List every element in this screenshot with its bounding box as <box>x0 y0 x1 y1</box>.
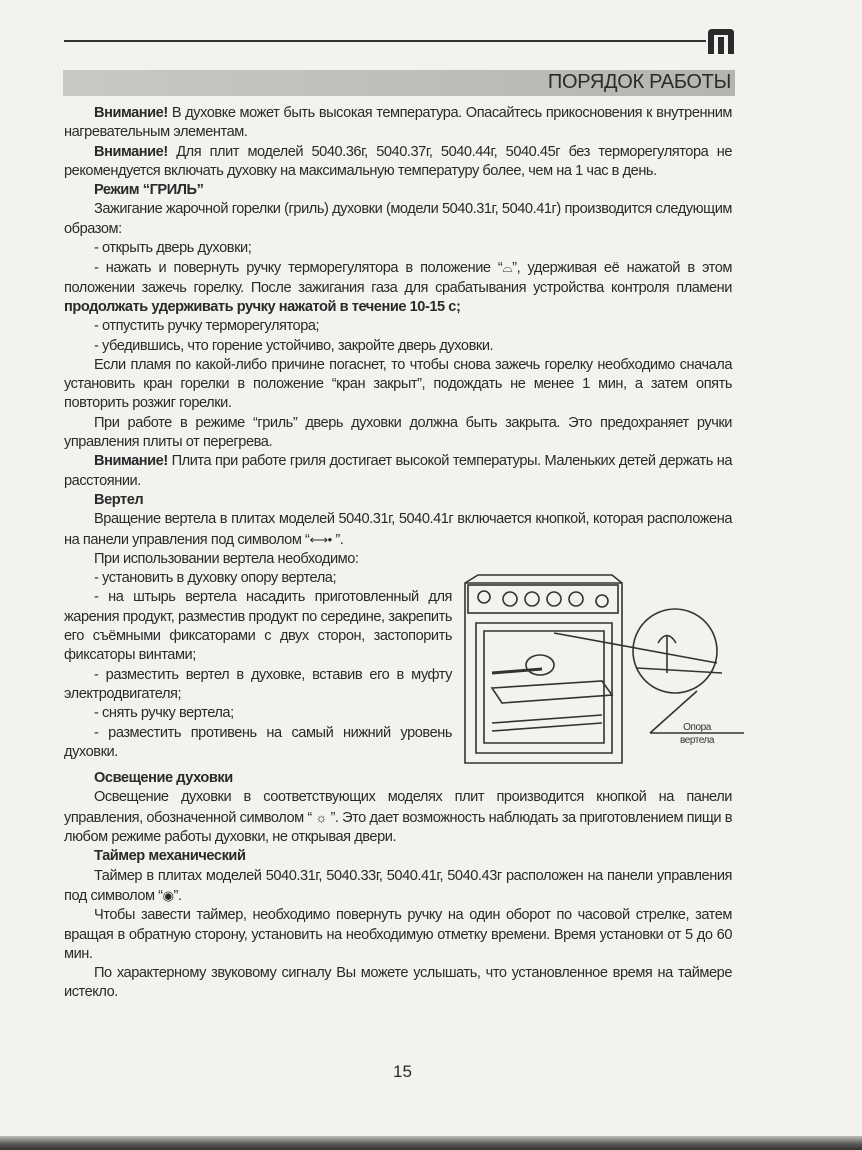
grill-door: При работе в режиме “гриль” дверь духовки должна быть закрыта. Это предохраняет ручки управления плиты от перегрева. <box>64 414 732 451</box>
grill-relight: Если пламя по какой-либо причине погаснет, то чтобы снова зажечь горелку необходимо сначала установить кран горелки в положение “кран закрыт”, подождать не менее 1 мин, а затем опять повторить розжиг горелки. <box>64 356 732 412</box>
figure-label: вертела <box>679 735 715 747</box>
light-heading: Освещение духовки <box>94 770 233 787</box>
spit-need: При использовании вертела необходимо: <box>94 550 359 567</box>
oven-spit-figure <box>462 573 744 769</box>
section-banner <box>63 70 735 96</box>
timer-heading: Таймер механический <box>94 848 246 865</box>
grill-step: - нажать и повернуть ручку терморегулятора в положение “⌓”, удерживая её нажатой в этом положении зажечь горелку. После зажигания газа для срабатывания устройства контроля пламени продолжать удерживать ручку нажатой в течение 10-15 с; <box>64 260 732 315</box>
page-body <box>64 104 732 1003</box>
spit-step: - на штырь вертела насадить приготовленный для жарения продукт, разместив продукт по середине, закрепить его съёмными фиксаторами с двух сторон, застопорить фиксаторы винтами; <box>64 589 452 664</box>
light-text: Освещение духовки в соответствующих моделях плит производится кнопкой на панели управления, обозначенной символом “ ☼ ”. Это дает возможность наблюдать за приготовлением пищи в любом режиме работы духовки, не открывая двери. <box>64 789 733 846</box>
warning-paragraph: Внимание! Для плит моделей 5040.36г, 5040.37г, 5040.44г, 5040.45г без терморегулятора не рекомендуется включать духовку на максимальную температуру более, чем на 1 час в день. <box>64 143 732 179</box>
grill-warning: Внимание! Плита при работе гриля достигает высокой температуры. Маленьких детей держать на расстоянии. <box>64 453 732 489</box>
spit-intro: Вращение вертела в плитах моделей 5040.31г, 5040.41г включается кнопкой, которая расположена на панели управления под символом “⟷• ”. <box>64 511 732 548</box>
spit-step: - снять ручку вертела; <box>94 705 234 722</box>
grill-intro: Зажигание жарочной горелки (гриль) духовки (модели 5040.31г, 5040.41г) производится следующим образом: <box>64 201 732 237</box>
spit-step: - разместить противень на самый нижний уровень духовки. <box>64 724 452 760</box>
timer-text: Чтобы завести таймер, необходимо повернуть ручку на один оборот по часовой стрелке, затем вращая в обратную сторону, установить на необходимую отметку времени. Время установки от 5 до 60 мин. <box>64 907 732 962</box>
section-title: ПОРЯДОК РАБОТЫ <box>547 71 731 93</box>
warning-paragraph: Внимание! В духовке может быть высокая температура. Опасайтесь прикосновения к внутренним нагревательным элементам. <box>64 105 732 141</box>
spit-step: - установить в духовку опору вертела; <box>94 570 337 587</box>
timer-text: Таймер в плитах моделей 5040.31г, 5040.33г, 5040.41г, 5040.43г расположен на панели управления под символом “◉”. <box>64 867 732 904</box>
figure-label: Опора <box>683 722 711 734</box>
timer-symbol-icon: ◉ <box>162 887 174 903</box>
timer-text: По характерному звуковому сигналу Вы можете услышать, что установленное время на таймере истекло. <box>64 965 732 1001</box>
grill-step: - отпустить ручку терморегулятора; <box>94 318 320 335</box>
brand-logo-icon <box>706 27 736 55</box>
spit-step: - разместить вертел в духовке, вставив его в муфту электродвигателя; <box>64 666 452 702</box>
grill-step: - убедившись, что горение устойчиво, закройте дверь духовки. <box>94 337 494 354</box>
page-number: 15 <box>393 1062 412 1081</box>
light-symbol-icon: ☼ <box>315 809 327 825</box>
grill-step: - открыть дверь духовки; <box>94 240 252 257</box>
oven-illustration-icon <box>462 573 744 769</box>
header-rule <box>64 40 706 42</box>
grill-heading: Режим “ГРИЛЬ” <box>94 182 204 199</box>
spit-heading: Вертел <box>94 491 144 508</box>
spit-symbol-icon: ⟷• <box>309 531 332 547</box>
grill-symbol-icon: ⌓ <box>502 260 513 276</box>
scan-edge <box>0 1136 862 1150</box>
